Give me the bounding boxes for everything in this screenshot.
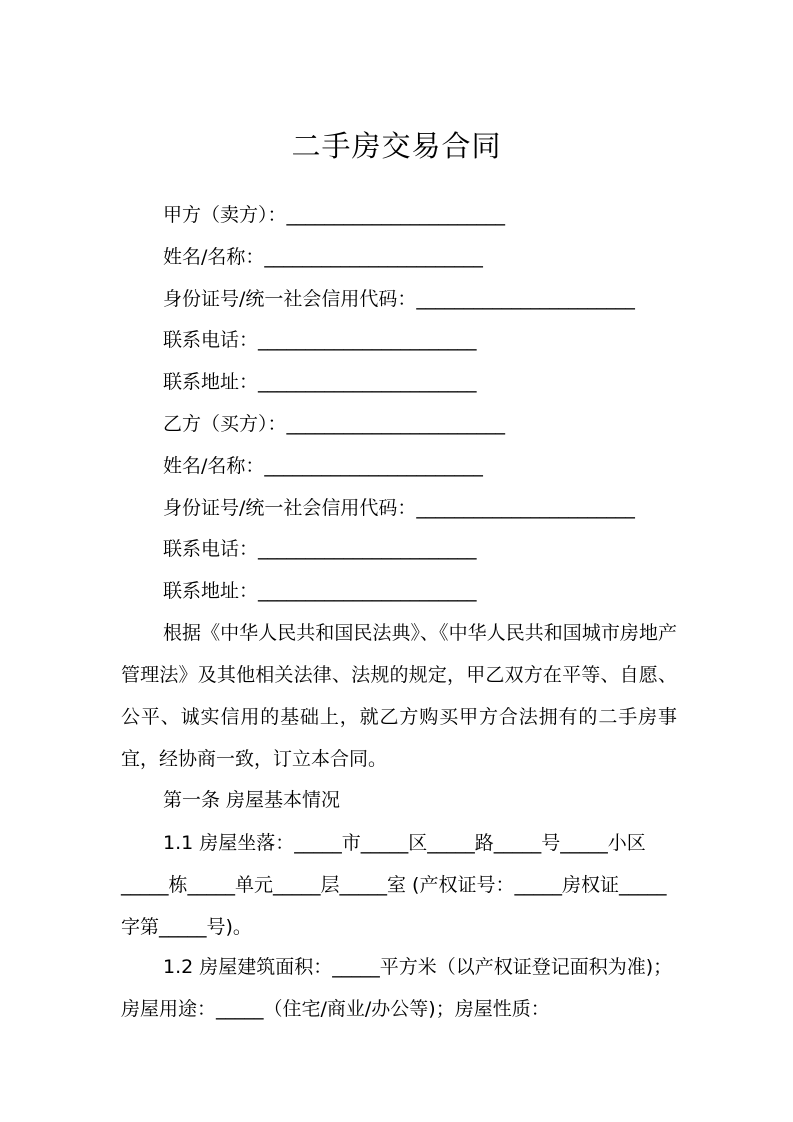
party-b-name-field: 姓名/名称：_______________________ <box>163 455 483 477</box>
party-a-id-field: 身份证号/统一社会信用代码：_______________________ <box>163 288 635 310</box>
clause-1-2: 1.2 房屋建筑面积：_____平方米（以产权证登记面积为准)；房屋用途：_____（住宅/商业/办公等)；房屋性质： <box>121 956 673 1020</box>
preamble-paragraph: 根据《中华人民共和国民法典》、《中华人民共和国城市房地产管理法》及其他相关法律、法规的规定，甲乙双方在平等、自愿、公平、诚实信用的基础上，就乙方购买甲方合法拥有的二手房事宜，经协商一致，订立本合同。 <box>121 622 677 770</box>
document-title: 二手房交易合同 <box>291 129 502 163</box>
party-b-phone-field: 联系电话：_______________________ <box>163 538 477 560</box>
party-b-id-field: 身份证号/统一社会信用代码：_______________________ <box>163 497 635 519</box>
party-b-address-field: 联系地址：_______________________ <box>163 580 477 602</box>
party-b-heading: 乙方（买方）：_______________________ <box>163 413 506 435</box>
article-1-heading: 第一条 房屋基本情况 <box>163 789 341 811</box>
party-a-name-field: 姓名/名称：_______________________ <box>163 246 483 268</box>
clause-1-1: 1.1 房屋坐落：_____市_____区_____路_____号_____小区_____栋_____单元_____层_____室 (产权证号：_____房权证_____字第_____号)。 <box>121 832 667 938</box>
party-a-address-field: 联系地址：_______________________ <box>163 371 477 393</box>
party-a-heading: 甲方（卖方）：_______________________ <box>163 204 506 226</box>
party-a-phone-field: 联系电话：_______________________ <box>163 329 477 351</box>
